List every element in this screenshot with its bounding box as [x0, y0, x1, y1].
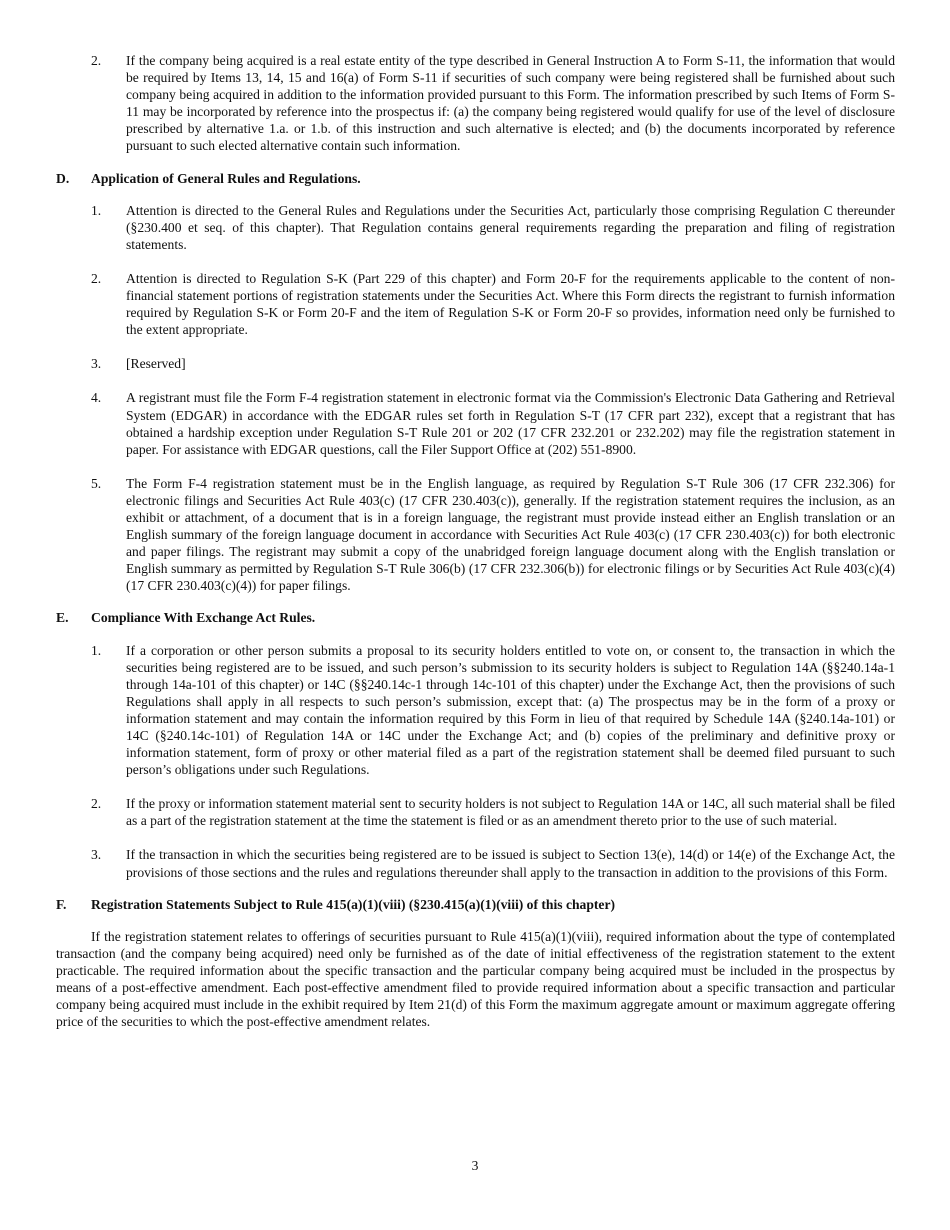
item-text: If the transaction in which the securities being registered are to be issued is subject to Section 13(e), 14(d) or 14(e) of the Exchange Act, the provisions of those sections and the rules and regulations thereunder shall apply to the transaction in addition to the provisions of this Form. [126, 847, 895, 880]
item-number: 4. [91, 390, 102, 406]
item-number: 3. [91, 847, 102, 863]
document-page [56, 52, 895, 1030]
list-item [56, 202, 895, 253]
list-item [56, 475, 895, 595]
item-number: 1. [91, 642, 102, 658]
section-heading-d [56, 170, 895, 187]
item-number: 2. [91, 53, 102, 68]
section-title: Application of General Rules and Regulations. [91, 170, 361, 186]
section-title: Registration Statements Subject to Rule 415(a)(1)(viii) (§230.415(a)(1)(viii) of this chapter) [91, 896, 616, 912]
page-number: 3 [471, 1158, 479, 1173]
list-item [56, 355, 895, 372]
item-text: [Reserved] [126, 356, 186, 372]
list-item [56, 846, 895, 880]
item-number: 2. [91, 796, 102, 812]
item-text: The Form F-4 registration statement must be in the English language, as required by Regulation S-T Rule 306 (17 CFR 232.306) for electronic filings and Securities Act Rule 403(c) (17 CFR 230.403(c)), generally. If the registration statement requires the inclusion, as an exhibit or attachment, of a document that is in a foreign language, the registrant must provide instead either an English translation or an English summary of the foreign language document in accordance with Securities Act Rule 403(c) (17 CFR 230.403(c)) for both electronic and paper filings. The registrant may submit a copy of the unabridged foreign language document along with the English translation or English summary as permitted by Regulation S-T Rule 306(b) (17 CFR 232.306(b)) for electronic filings or by Securities Act Rule 403(c)(4) (17 CFR 230.403(c)(4)) for paper filings. [126, 475, 895, 594]
item-number: 2. [91, 270, 102, 286]
section-letter: E. [56, 610, 69, 626]
section-paragraph: If the registration statement relates to offerings of securities pursuant to Rule 415(a)(1)(viii), required information about the type of contemplated transaction (and the company being acquired) need only be furnished as of the date of initial effectiveness of the registration statement to the extent practicable. The required information about the specific transaction and the particular company being acquired must be included in the prospectus by means of a post-effective amendment. Each post-effective amendment filed to provide required information about a specific transaction and particular company being acquired must include in the exhibit required by Item 21(d) of this Form the maximum aggregate amount or maximum aggregate offering price of the securities to which the post-effective amendment relates. [56, 928, 895, 1030]
section-letter: D. [56, 170, 70, 186]
item-text: If the company being acquired is a real estate entity of the type described in General Instruction A to Form S-11, the information that would be required by Items 13, 14, 15 and 16(a) of Form S-11 if securities of such company were being registered shall be furnished about such company being acquired in addition to the information provided pursuant to this Form. The information prescribed by such Items of Form S-11 may be incorporated by reference into the prospectus if: (a) the company being registered would qualify for use of the level of disclosure prescribed by alternative 1.a. or 1.b. of this instruction and such alternative is elected; and (b) the documents incorporated by reference pursuant to such elected alternative contain such information. [126, 53, 895, 154]
item-text: Attention is directed to Regulation S-K (Part 229 of this chapter) and Form 20-F for the requirements applicable to the content of non-financial statement portions of registration statements under the Securities Act. Where this Form directs the registrant to furnish information required by Regulation S-K or Form 20-F and the item of Regulation S-K or Form 20-F so provides, information need only be furnished to the extent appropriate. [126, 270, 895, 338]
item-text: If the proxy or information statement material sent to security holders is not subject to Regulation 14A or 14C, all such material shall be filed as a part of the registration statement at the time the statement is filed or as an amendment thereto prior to the use of such material. [126, 796, 895, 829]
section-heading-f [56, 896, 895, 913]
section-letter: F. [56, 896, 67, 912]
item-text: If a corporation or other person submits a proposal to its security holders entitled to vote on, or consent to, the transaction in which the securities being registered are to be issued, and such person’s submission to its security holders is subject to Regulation 14A (§§240.14a-1 through 14a-101 of this chapter) or 14C (§§240.14c-1 through 14c-101 of this chapter) under the Exchange Act, then the provisions of such Regulations shall apply in all respects to such person’s submission, except that: (a) The prospectus may be in the form of a proxy or information statement and may contain the information required by this Form in lieu of that required by Schedule 14A (§240.14a-101) or 14C (§240.14c-101) of Regulation 14A or 14C under the Exchange Act; and (b) copies of the preliminary and definitive proxy or information statement, form of proxy or other material filed as a part of the registration statement shall be deemed filed pursuant to such person’s obligations under such Regulations. [126, 642, 895, 778]
item-text: A registrant must file the Form F-4 registration statement in electronic format via the Commission's Electronic Data Gathering and Retrieval System (EDGAR) in accordance with the EDGAR rules set forth in Regulation S-T (17 CFR part 232), except that a registrant that has obtained a hardship exception under Regulation S-T Rule 201 or 202 (17 CFR 232.201 or 232.202) may file the registration statement in paper. For assistance with EDGAR questions, call the Filer Support Office at (202) 551-8900. [126, 390, 895, 457]
list-item [56, 389, 895, 457]
item-number: 3. [91, 356, 102, 372]
list-item [56, 795, 895, 829]
item-number: 5. [91, 475, 102, 491]
item-number: 1. [91, 202, 102, 218]
section-heading-e [56, 609, 895, 626]
list-item [56, 52, 895, 155]
item-text: Attention is directed to the General Rules and Regulations under the Securities Act, particularly those comprising Regulation C thereunder (§230.400 et seq. of this chapter). That Regulation contains general requirements regarding the preparation and filing of registration statements. [126, 202, 895, 252]
list-item [56, 642, 895, 779]
list-item [56, 270, 895, 338]
section-title: Compliance With Exchange Act Rules. [91, 610, 316, 626]
